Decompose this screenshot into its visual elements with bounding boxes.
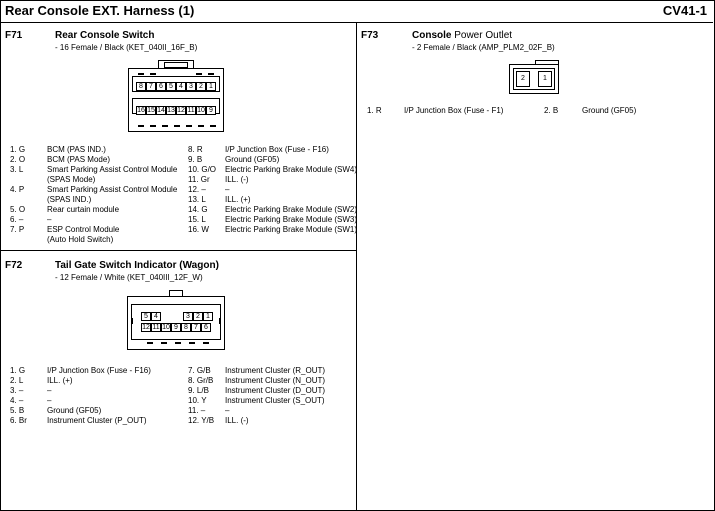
f71-pin-16: 16 bbox=[137, 107, 145, 114]
f71-pin-14: 14 bbox=[157, 107, 165, 114]
pin-description: ILL. (+) bbox=[47, 376, 73, 385]
pin-description: (SPAS IND.) bbox=[47, 195, 92, 204]
pin-number: 1. R bbox=[367, 106, 382, 115]
f71-pin-6: 6 bbox=[156, 82, 166, 91]
pin-description: BCM (PAS Mode) bbox=[47, 155, 110, 164]
f71-pin-row bbox=[10, 155, 177, 165]
pin-description: ESP Control Module bbox=[47, 225, 120, 234]
f72-name: Tail Gate Switch Indicator (Wagon) bbox=[55, 260, 219, 271]
pin-description: ILL. (-) bbox=[225, 416, 249, 425]
f71-pin-1: 1 bbox=[206, 82, 216, 91]
pin-description: – bbox=[225, 185, 230, 194]
pin-number: 11. Gr bbox=[188, 175, 210, 184]
pin-description: Ground (GF05) bbox=[225, 155, 280, 164]
pin-description: I/P Junction Box (Fuse - F1) bbox=[404, 106, 504, 115]
f71-pin-9: 9 bbox=[206, 106, 216, 115]
pin-number: 12. Y/B bbox=[188, 416, 215, 425]
page-title: Rear Console EXT. Harness (1) bbox=[5, 3, 195, 18]
pin-number: 6. – bbox=[10, 215, 24, 224]
pin-description: Smart Parking Assist Control Module bbox=[47, 185, 178, 194]
f71-pin-row bbox=[188, 215, 357, 225]
f73-pin-1: 1 bbox=[538, 71, 552, 87]
pin-number: 7. P bbox=[10, 225, 25, 234]
f72-pins-right bbox=[188, 366, 325, 426]
f71-connector-diagram bbox=[128, 60, 224, 132]
pin-description: Ground (GF05) bbox=[47, 406, 102, 415]
f72-pin-2: 2 bbox=[193, 312, 203, 321]
f73-pin-row bbox=[367, 106, 636, 116]
pin-number bbox=[10, 195, 47, 205]
f71-pin-4: 4 bbox=[176, 82, 186, 91]
f71-pins-left bbox=[10, 145, 177, 245]
f71-pin-12: 12 bbox=[177, 107, 185, 114]
f72-pin-10: 10 bbox=[162, 324, 170, 331]
f71-pin-row bbox=[10, 165, 177, 175]
pin-number bbox=[10, 175, 47, 185]
pin-description: I/P Junction Box (Fuse - F16) bbox=[47, 366, 151, 375]
pin-number: 4. – bbox=[10, 396, 24, 405]
f71-pin-3: 3 bbox=[186, 82, 196, 91]
pin-description: Instrument Cluster (D_OUT) bbox=[225, 386, 326, 395]
pin-number: 13. L bbox=[188, 195, 206, 204]
f72-pin-1: 1 bbox=[203, 312, 213, 321]
f71-pin-5: 5 bbox=[166, 82, 176, 91]
f71-pin-row bbox=[188, 185, 357, 195]
f72-pin-row bbox=[188, 386, 325, 396]
f71-pins-right bbox=[188, 145, 357, 235]
f72-pin-row bbox=[188, 406, 325, 416]
f73-pins bbox=[367, 106, 636, 116]
page-code: CV41-1 bbox=[662, 3, 707, 18]
f71-pin-row bbox=[10, 175, 177, 185]
pin-description: Electric Parking Brake Module (SW3) bbox=[225, 215, 358, 224]
f71-pin-row bbox=[188, 145, 357, 155]
pin-description: – bbox=[47, 215, 52, 224]
pin-description: Electric Parking Brake Module (SW2) bbox=[225, 205, 358, 214]
f71-pin-row bbox=[10, 215, 177, 225]
f72-pin-3: 3 bbox=[183, 312, 193, 321]
title-bar bbox=[0, 0, 713, 23]
f71-pin-row bbox=[188, 155, 357, 165]
pin-description: – bbox=[47, 386, 52, 395]
f72-pin-row bbox=[10, 386, 151, 396]
f72-pin-11: 11 bbox=[152, 324, 160, 331]
f71-pin-10: 10 bbox=[197, 107, 205, 114]
pin-description: Instrument Cluster (S_OUT) bbox=[225, 396, 325, 405]
pin-number: 16. W bbox=[188, 225, 209, 234]
pin-number: 4. P bbox=[10, 185, 25, 194]
horizontal-divider bbox=[0, 250, 356, 251]
f71-pin-13: 13 bbox=[167, 107, 175, 114]
pin-description: Instrument Cluster (N_OUT) bbox=[225, 376, 326, 385]
f73-name-bold: Console bbox=[412, 30, 452, 41]
f73-pin-2: 2 bbox=[516, 71, 530, 87]
pin-number: 3. L bbox=[10, 165, 24, 174]
f71-pin-row bbox=[10, 145, 177, 155]
pin-number: 10. Y bbox=[188, 396, 207, 405]
pin-description: Instrument Cluster (R_OUT) bbox=[225, 366, 326, 375]
f71-name: Rear Console Switch bbox=[55, 30, 155, 41]
f72-pin-4: 4 bbox=[151, 312, 161, 321]
pin-number: 2. O bbox=[10, 155, 26, 164]
f72-spec: - 12 Female / White (KET_040III_12F_W) bbox=[55, 273, 203, 282]
f72-pin-row bbox=[188, 396, 325, 406]
pin-description: BCM (PAS IND.) bbox=[47, 145, 106, 154]
pin-number: 10. G/O bbox=[188, 165, 217, 174]
f73-name bbox=[412, 30, 512, 41]
f73-spec: - 2 Female / Black (AMP_PLM2_02F_B) bbox=[412, 43, 555, 52]
pin-number: 3. – bbox=[10, 386, 24, 395]
f72-pins-left bbox=[10, 366, 151, 426]
pin-description: – bbox=[47, 396, 52, 405]
f71-pin-row bbox=[10, 195, 177, 205]
pin-number: 8. R bbox=[188, 145, 203, 154]
f71-pin-15: 15 bbox=[147, 107, 155, 114]
f72-pin-8: 8 bbox=[181, 323, 191, 332]
pin-description: Electric Parking Brake Module (SW4) bbox=[225, 165, 358, 174]
f72-id: F72 bbox=[5, 260, 23, 271]
vertical-divider bbox=[356, 23, 357, 510]
f71-pin-row bbox=[10, 185, 177, 195]
f71-pin-row bbox=[188, 195, 357, 205]
f72-connector-diagram bbox=[127, 290, 225, 350]
f72-pin-6: 6 bbox=[201, 323, 211, 332]
pin-number: 9. B bbox=[188, 155, 203, 164]
pin-number: 9. L/B bbox=[188, 386, 209, 395]
pin-description: I/P Junction Box (Fuse - F16) bbox=[225, 145, 329, 154]
f71-id: F71 bbox=[5, 30, 23, 41]
f71-pin-8: 8 bbox=[136, 82, 146, 91]
f71-pin-row bbox=[10, 225, 177, 235]
pin-number: 14. G bbox=[188, 205, 208, 214]
f72-pin-row bbox=[10, 406, 151, 416]
f73-id: F73 bbox=[361, 30, 379, 41]
pin-number: 6. Br bbox=[10, 416, 27, 425]
pin-number: 7. G/B bbox=[188, 366, 211, 375]
pin-description: Electric Parking Brake Module (SW1) bbox=[225, 225, 358, 234]
pin-description: Smart Parking Assist Control Module bbox=[47, 165, 178, 174]
f71-spec: - 16 Female / Black (KET_040II_16F_B) bbox=[55, 43, 198, 52]
f71-pin-row bbox=[188, 205, 357, 215]
f72-pin-row bbox=[10, 416, 151, 426]
f71-pin-row bbox=[188, 165, 357, 175]
pin-number: 11. – bbox=[188, 406, 206, 415]
f72-pin-row bbox=[188, 366, 325, 376]
f71-pin-row bbox=[188, 175, 357, 185]
pin-number: 8. Gr/B bbox=[188, 376, 214, 385]
pin-description: (SPAS Mode) bbox=[47, 175, 96, 184]
pin-description: Instrument Cluster (P_OUT) bbox=[47, 416, 147, 425]
f71-pin-2: 2 bbox=[196, 82, 206, 91]
f72-pin-7: 7 bbox=[191, 323, 201, 332]
f73-connector-diagram bbox=[509, 60, 559, 94]
f71-pin-row bbox=[188, 225, 357, 235]
f72-pin-row bbox=[10, 366, 151, 376]
pin-description: Ground (GF05) bbox=[582, 106, 637, 115]
f72-pin-row bbox=[10, 396, 151, 406]
pin-description: ILL. (+) bbox=[225, 195, 251, 204]
pin-number: 2. L bbox=[10, 376, 24, 385]
pin-number: 12. – bbox=[188, 185, 206, 194]
pin-number: 1. G bbox=[10, 145, 26, 154]
pin-number bbox=[10, 235, 47, 245]
f71-pin-row bbox=[10, 205, 177, 215]
f71-pin-11: 11 bbox=[187, 107, 195, 114]
f73-name-light: Power Outlet bbox=[451, 30, 513, 41]
pin-number: 5. B bbox=[10, 406, 25, 415]
pin-number: 1. G bbox=[10, 366, 26, 375]
pin-number: 5. O bbox=[10, 205, 26, 214]
f71-pin-7: 7 bbox=[146, 82, 156, 91]
pin-description: Rear curtain module bbox=[47, 205, 120, 214]
f72-pin-9: 9 bbox=[171, 323, 181, 332]
pin-description: (Auto Hold Switch) bbox=[47, 235, 114, 244]
pin-number: 2. B bbox=[544, 106, 559, 115]
f72-pin-row bbox=[10, 376, 151, 386]
f72-pin-row bbox=[188, 416, 325, 426]
pin-description: ILL. (-) bbox=[225, 175, 249, 184]
pin-number: 15. L bbox=[188, 215, 206, 224]
f72-pin-row bbox=[188, 376, 325, 386]
f72-pin-5: 5 bbox=[141, 312, 151, 321]
f71-pin-row bbox=[10, 235, 177, 245]
pin-description: – bbox=[225, 406, 230, 415]
f72-pin-12: 12 bbox=[142, 324, 150, 331]
